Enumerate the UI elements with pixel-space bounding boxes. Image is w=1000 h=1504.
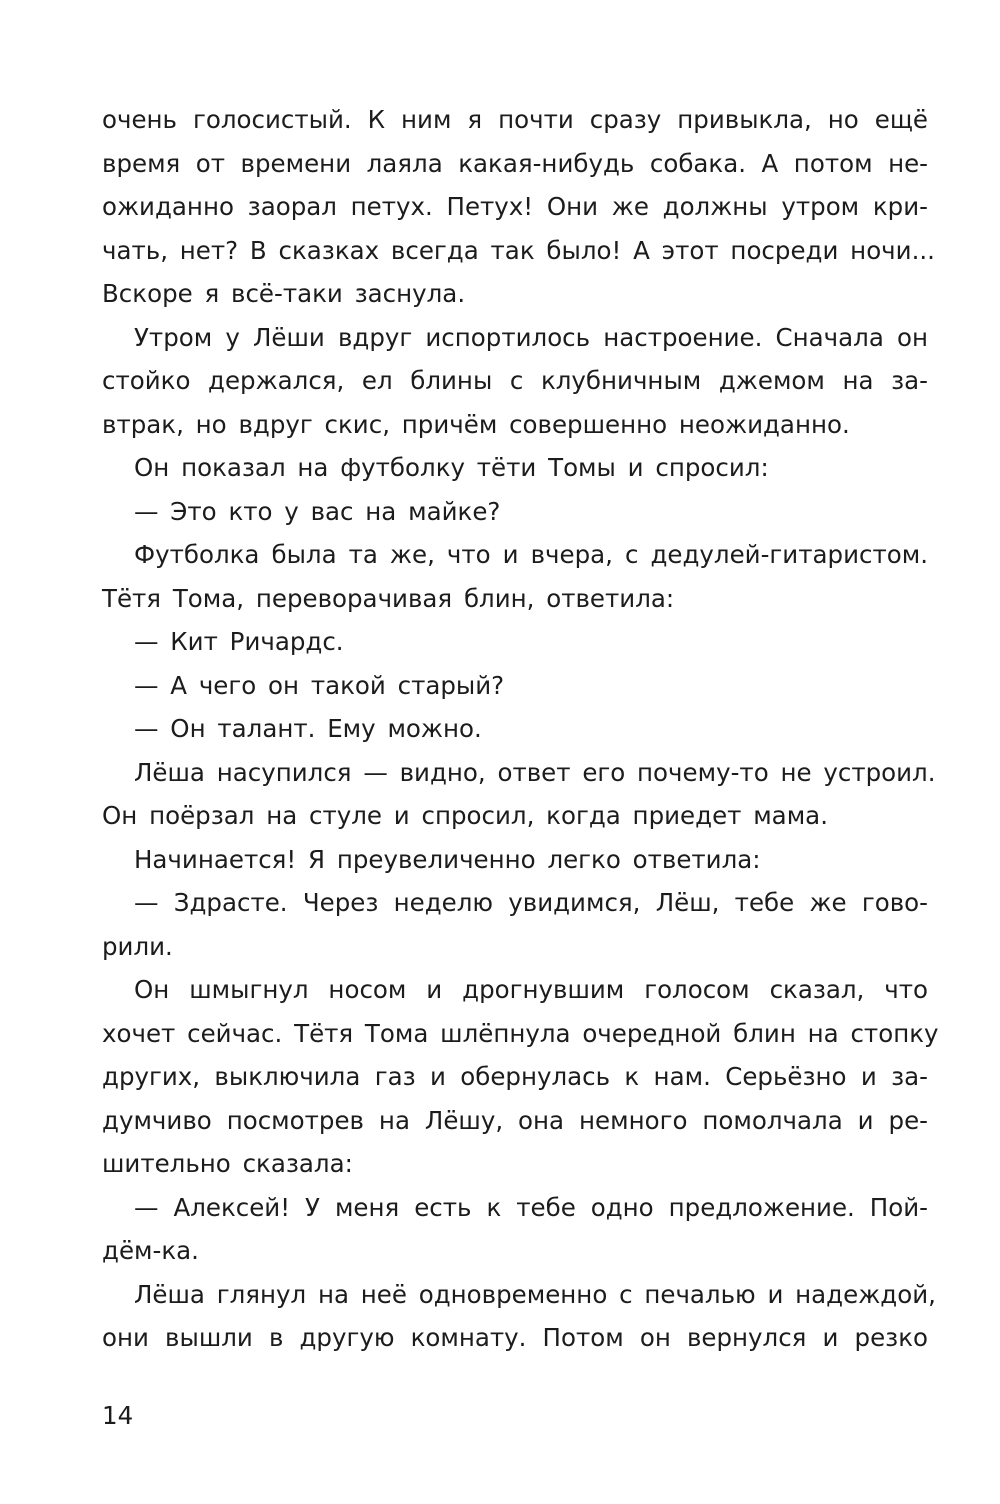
text-line: стойко держался, ел блины с клубничным джемом на за- (102, 366, 928, 395)
text-line: Вскоре я всё-таки заснула. (102, 279, 466, 308)
text-line: дём-ка. (102, 1236, 199, 1265)
body-text (102, 98, 939, 1360)
text-line: Начинается! Я преувеличенно легко ответила: (134, 844, 761, 874)
text-line: чать, нет? В сказках всегда так было! А этот посреди ночи... (102, 235, 935, 265)
text-line: думчиво посмотрев на Лёшу, она немного помолчала и ре- (102, 1105, 928, 1135)
text-line: Он поёрзал на стуле и спросил, когда приедет мама. (102, 801, 828, 830)
text-line: — Алексей! У меня есть к тебе одно предложение. Пой- (134, 1192, 928, 1222)
text-line: шительно сказала: (102, 1149, 353, 1178)
text-line: втрак, но вдруг скис, причём совершенно неожиданно. (102, 409, 850, 439)
text-line: Лёша глянул на неё одновременно с печалью и надеждой, (134, 1279, 936, 1309)
text-line: — Это кто у вас на майке? (134, 496, 501, 526)
text-line: хочет сейчас. Тётя Тома шлёпнула очередной блин на стопку (102, 1018, 939, 1048)
text-line: Он показал на футболку тёти Томы и спросил: (134, 453, 769, 482)
text-line: — А чего он такой старый? (134, 670, 505, 700)
text-line: они вышли в другую комнату. Потом он вернулся и резко (102, 1323, 928, 1352)
text-line: рили. (102, 931, 173, 961)
text-line: Тётя Тома, переворачивая блин, ответила: (102, 583, 675, 613)
page-number: 14 (102, 1401, 134, 1430)
text-line: время от времени лаяла какая-нибудь собака. А потом не- (102, 148, 928, 178)
text-line: очень голосистый. К ним я почти сразу привыкла, но ещё (102, 105, 928, 134)
text-line: других, выключила газ и обернулась к нам. Серьёзно и за- (102, 1062, 928, 1091)
text-line: — Он талант. Ему можно. (134, 714, 482, 743)
text-line: Лёша насупился — видно, ответ его почему-то не устроил. (134, 757, 936, 787)
text-line: Футболка была та же, что и вчера, с дедулей-гитаристом. (134, 540, 928, 569)
text-line: Он шмыгнул носом и дрогнувшим голосом сказал, что (134, 975, 928, 1004)
text-line: ожиданно заорал петух. Петух! Они же должны утром кри- (102, 192, 928, 221)
text-line: Утром у Лёши вдруг испортилось настроение. Сначала он (134, 322, 928, 352)
text-line: — Здрасте. Через неделю увидимся, Лёш, тебе же гово- (134, 888, 928, 917)
text-line: — Кит Ричардс. (134, 627, 344, 656)
